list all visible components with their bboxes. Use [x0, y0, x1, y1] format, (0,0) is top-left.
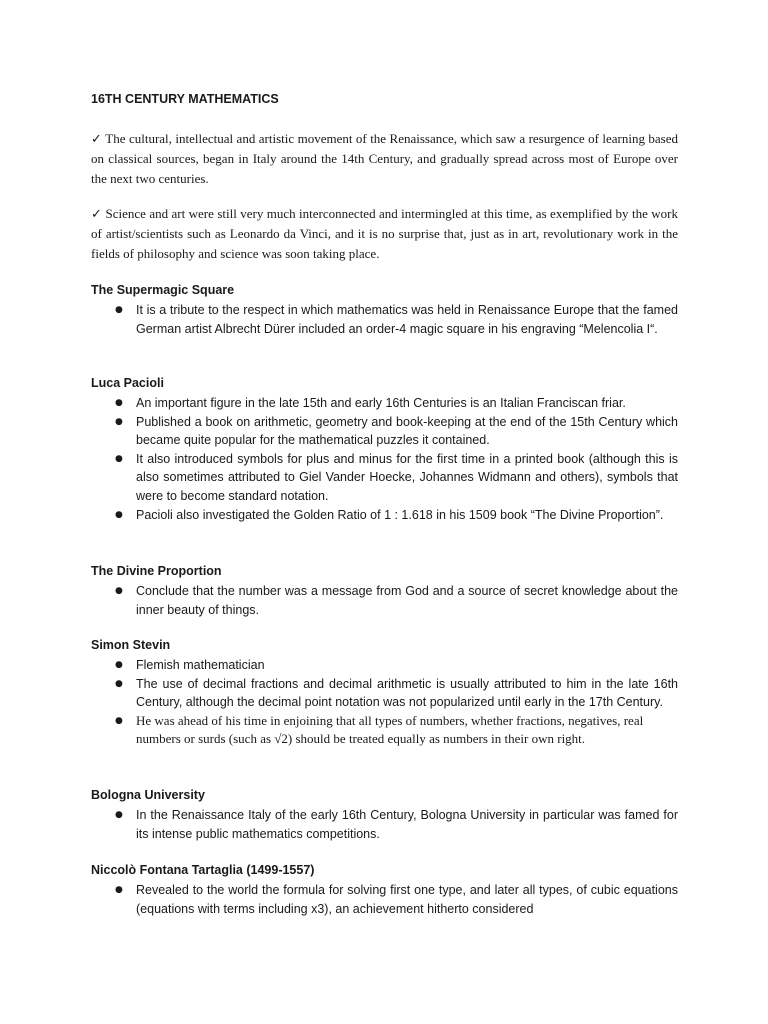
bullet-icon: ●	[115, 398, 123, 408]
list-item	[91, 450, 678, 506]
section-heading: Luca Pacioli	[91, 376, 164, 390]
bullet-list	[91, 881, 678, 918]
section-heading: Bologna University	[91, 788, 205, 802]
list-item	[91, 656, 678, 675]
bullet-icon: ●	[115, 810, 123, 820]
bullet-list	[91, 582, 678, 619]
list-item	[91, 675, 678, 712]
section-tartaglia	[91, 861, 678, 918]
intro-paragraph-renaissance: ✓ The cultural, intellectual and artistic movement of the Renaissance, which saw a resurgence of learning based on classical sources, began in Italy around the 14th Century, and gradually spread across most of Europe over the next two centuries.	[91, 131, 678, 186]
list-item-text: The use of decimal fractions and decimal arithmetic is usually attributed to him in the late 16th Century, although the decimal point notation was not popularized until early in the 17th Century.	[136, 676, 678, 710]
list-item-text: An important figure in the late 15th and early 16th Centuries is an Italian Franciscan friar.	[136, 396, 626, 410]
list-item-text: Conclude that the number was a message from God and a source of secret knowledge about the inner beauty of things.	[136, 584, 678, 617]
bullet-icon: ●	[115, 453, 123, 464]
bullet-list	[91, 806, 678, 843]
bullet-icon: ●	[115, 586, 123, 596]
section-heading: The Supermagic Square	[91, 283, 235, 297]
list-item-text: Pacioli also investigated the Golden Ratio of 1 : 1.618 in his 1509 book “The Divine Proportion”.	[136, 507, 664, 522]
bullet-icon: ●	[115, 509, 123, 520]
bullet-icon: ●	[115, 885, 123, 895]
list-item-text: It is a tribute to the respect in which mathematics was held in Renaissance Europe that the famed German artist Albrecht Dürer included an order-4 magic square in his engraving “Melencolia I“.	[136, 303, 678, 336]
bullet-list	[91, 301, 678, 338]
section-luca-pacioli	[91, 374, 678, 524]
list-item	[91, 806, 678, 843]
section-bologna-university	[91, 786, 678, 843]
section-heading: Simon Stevin	[91, 638, 171, 652]
section-divine-proportion	[91, 562, 678, 619]
list-item-text: Revealed to the world the formula for solving first one type, and later all types, of cubic equations (equations with terms including x3), an achievement hitherto considered	[136, 883, 678, 916]
section-heading: Niccolò Fontana Tartaglia (1499-1557)	[91, 863, 315, 877]
section-heading: The Divine Proportion	[91, 564, 222, 578]
list-item	[91, 712, 678, 749]
bullet-icon: ●	[115, 305, 123, 315]
list-item	[91, 301, 678, 338]
bullet-icon: ●	[115, 660, 123, 670]
list-item	[91, 413, 678, 450]
section-supermagic-square	[91, 281, 678, 338]
bullet-icon: ●	[115, 678, 123, 689]
list-item	[91, 881, 678, 918]
list-item	[91, 394, 678, 413]
intro-paragraph-science-art: ✓ Science and art were still very much interconnected and intermingled at this time, as exemplified by the work of artist/scientists such as Leonardo da Vinci, and it is no surprise that, just as in art, revolutionary work in the fields of philosophy and science was soon taking place.	[91, 206, 678, 261]
bullet-icon: ●	[115, 715, 123, 726]
bullet-icon: ●	[115, 416, 123, 427]
list-item-text: Published a book on arithmetic, geometry and book-keeping at the end of the 15th Century which became quite popular for the mathematical puzzles it contained.	[136, 414, 678, 448]
list-item-text: In the Renaissance Italy of the early 16th Century, Bologna University in particular was famed for its intense public mathematics competitions.	[136, 808, 678, 841]
section-simon-stevin	[91, 636, 678, 749]
list-item	[91, 506, 678, 525]
list-item-text: He was ahead of his time in enjoining that all types of numbers, whether fractions, negatives, real numbers or surds (such as √2) should be treated equally as numbers in their own right.	[136, 712, 644, 747]
bullet-list	[91, 394, 678, 524]
list-item	[91, 582, 678, 619]
list-item-text: It also introduced symbols for plus and minus for the first time in a printed book (although this is also sometimes attributed to Giel Vander Hoecke, Johannes Widmann and others), symbols that were to become standard notation.	[136, 451, 678, 503]
list-item-text: Flemish mathematician	[136, 658, 265, 672]
document-title: 16TH CENTURY MATHEMATICS	[91, 92, 279, 106]
bullet-list	[91, 656, 678, 749]
